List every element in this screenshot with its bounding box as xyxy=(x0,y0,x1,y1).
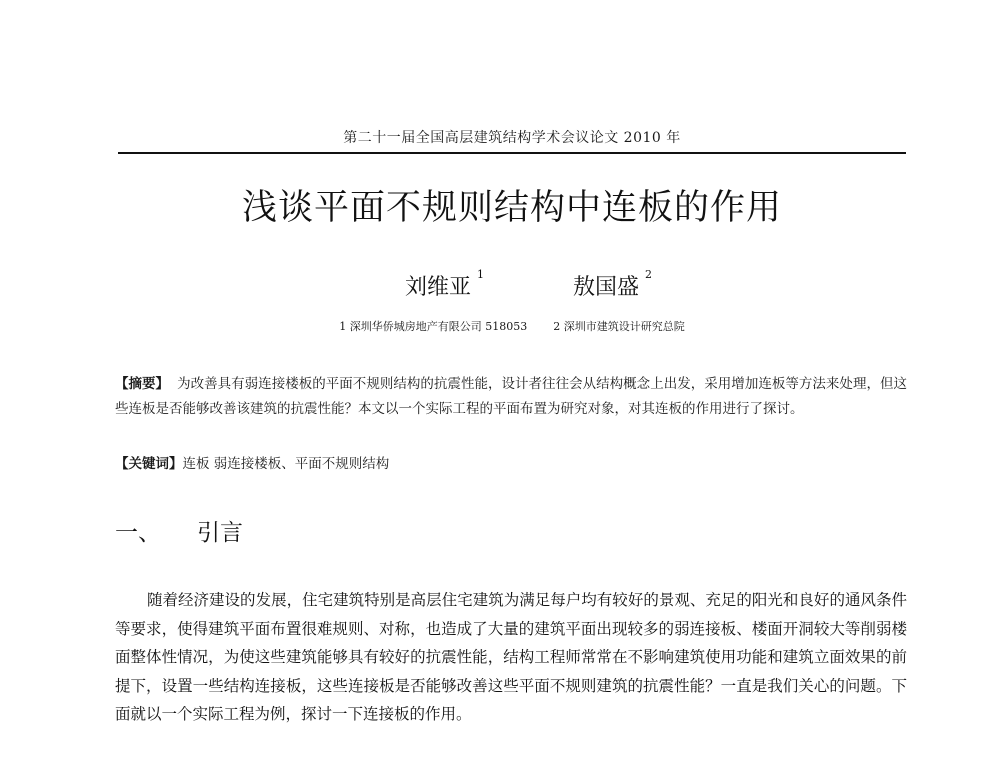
keywords-text: 连板 弱连接楼板、平面不规则结构 xyxy=(182,456,390,472)
abstract-label: 【摘要】 xyxy=(115,376,170,392)
author-1-name: 刘维亚 xyxy=(405,275,472,300)
affiliation-1: 1 深圳华侨城房地产有限公司 518053 xyxy=(339,320,528,333)
section-1-title: 引言 xyxy=(197,520,243,546)
author-2-mark: 2 xyxy=(645,268,653,281)
abstract xyxy=(115,372,907,422)
author-1 xyxy=(405,270,484,301)
author-2 xyxy=(573,270,652,301)
section-1-paragraph: 随着经济建设的发展，住宅建筑特别是高层住宅建筑为满足每户均有较好的景观、充足的阳光和良好的通风条件等要求，使得建筑平面布置很难规则、对称，也造成了大量的建筑平面出现较多的弱连接板、楼面开洞较大等削弱楼面整体性情况，为使这些建筑能够具有较好的抗震性能，结构工程师常常在不影响建筑使用功能和建筑立面效果的前提下，设置一些结构连接板，这些连接板是否能够改善这些平面不规则建筑的抗震性能？一直是我们关心的问题。下面就以一个实际工程为例，探讨一下连接板的作用。 xyxy=(115,591,907,723)
running-header: 第二十一届全国高层建筑结构学术会议论文 2010 年 xyxy=(343,130,681,146)
keywords xyxy=(115,452,907,477)
affiliations xyxy=(118,318,906,334)
header-rule xyxy=(118,152,906,154)
affiliation-2: 2 深圳市建筑设计研究总院 xyxy=(553,320,685,333)
author-2-name: 敖国盛 xyxy=(573,275,640,300)
paper-title: 浅谈平面不规则结构中连板的作用 xyxy=(241,188,782,228)
abstract-text: 为改善具有弱连接楼板的平面不规则结构的抗震性能，设计者往往会从结构概念上出发，采用增加连板等方法来处理，但这些连板是否能够改善该建筑的抗震性能？本文以一个实际工程的平面布置为研究对象，对其连板的作用进行了探讨。 xyxy=(115,376,908,417)
section-1-number: 一、 xyxy=(115,520,161,546)
section-1-heading xyxy=(115,514,243,547)
author-1-mark: 1 xyxy=(477,268,485,281)
keywords-label: 【关键词】 xyxy=(115,456,183,472)
